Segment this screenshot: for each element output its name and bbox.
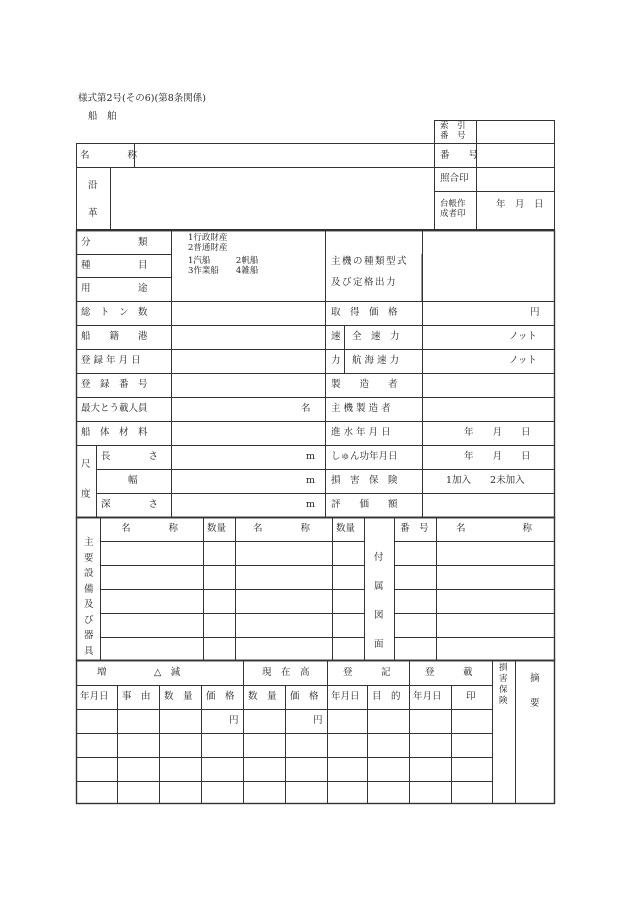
equipment-qty-header-2: 数量 — [336, 523, 356, 534]
drawing-number-header: 番 号 — [400, 523, 429, 534]
sub-price-1: 価 格 — [206, 691, 235, 702]
sub-price-2: 価 格 — [290, 691, 319, 702]
hull-material-label: 船 体 材 料 — [81, 427, 148, 438]
equipment-side-label: 主要設備及び器具 — [84, 537, 94, 657]
classification-options: 1行政財産 2普通財産 — [188, 233, 228, 253]
engine-maker-label: 主 機 製 造 者 — [331, 403, 391, 414]
main-engine-label: 主機の種類型式 及び定格出力 — [331, 256, 409, 288]
record-header: 登 載 — [425, 667, 473, 678]
seal-label: 照合印 — [440, 173, 469, 184]
damage-insurance-header: 損害保険 — [499, 663, 508, 706]
ledger-date-label: 年 月 日 — [496, 199, 544, 210]
ledger-author-seal-label: 台帳作 成者印 — [440, 199, 466, 219]
completion-date-label: しゅん功年月日 — [331, 451, 398, 462]
drawing-name-header: 名 称 — [456, 523, 533, 534]
sub-qty-1: 数 量 — [164, 691, 193, 702]
unit-yen-current: 円 — [313, 715, 323, 726]
drawings-label: 付属図面 — [374, 552, 384, 650]
unit-knot-cruise: ノット — [509, 355, 537, 366]
completion-date-ymd: 年 月 日 — [464, 451, 531, 462]
sub-date-3: 年月日 — [413, 691, 442, 702]
type-options: 1汽船 2帆船 3作業船 4雑船 — [188, 256, 259, 276]
type-label: 種 目 — [81, 260, 148, 271]
usage-label: 用 途 — [81, 283, 148, 294]
sub-reason: 事 由 — [122, 691, 151, 702]
equipment-qty-header-1: 数量 — [207, 523, 227, 534]
valuation-label: 評 価 額 — [331, 499, 398, 510]
width-label: 幅 — [128, 475, 138, 486]
category-title: 船 舶 — [88, 111, 117, 122]
length-label: 長 さ — [101, 451, 159, 462]
form-title: 様式第2号(その6)(第8条関係) — [78, 93, 206, 104]
max-capacity-label: 最大とう載人員 — [81, 403, 148, 414]
full-speed-label: 全 速 力 — [352, 331, 400, 342]
speed-side-label-1: 速 — [331, 331, 341, 342]
insurance-options: 1加入 2未加入 — [446, 475, 525, 486]
unit-persons: 名 — [301, 403, 311, 414]
number-label: 番 号 — [440, 150, 479, 161]
sub-seal: 印 — [466, 691, 476, 702]
equipment-name-header-1: 名 称 — [121, 523, 179, 534]
unit-knot-full: ノット — [509, 331, 537, 342]
sub-purpose: 目 的 — [372, 691, 401, 702]
name-label: 名 称 — [80, 150, 138, 161]
acquisition-price-label: 取 得 価 格 — [331, 307, 398, 318]
port-of-registry-label: 船 籍 港 — [81, 331, 148, 342]
index-number-label: 索 引 番 号 — [440, 121, 466, 141]
registration-date-label: 登 録 年 月 日 — [81, 355, 141, 366]
unit-yen: 円 — [530, 307, 540, 318]
history-label-2: 革 — [88, 208, 98, 219]
depth-label: 深 さ — [101, 499, 159, 510]
launch-date-label: 進 水 年 月 日 — [331, 427, 391, 438]
unit-m-depth: m — [306, 499, 316, 510]
builder-label: 製 造 者 — [331, 379, 398, 390]
unit-m-length: m — [306, 451, 316, 462]
registration-number-label: 登 録 番 号 — [81, 379, 148, 390]
sub-date-1: 年月日 — [80, 691, 109, 702]
speed-side-label-2: 力 — [331, 355, 341, 366]
increase-decrease-header: 増 △ 減 — [97, 667, 181, 678]
unit-yen-increase: 円 — [229, 715, 239, 726]
gross-tonnage-label: 総 ト ン 数 — [81, 307, 148, 318]
current-amount-header: 現 在 高 — [262, 667, 310, 678]
sub-date-2: 年月日 — [331, 691, 360, 702]
dimension-label-2: 度 — [81, 489, 91, 500]
unit-m-width: m — [306, 475, 316, 486]
launch-date-ymd: 年 月 日 — [464, 427, 531, 438]
equipment-name-header-2: 名 称 — [253, 523, 311, 534]
dimension-label-1: 尺 — [81, 459, 91, 470]
cruise-speed-label: 航 海 速 力 — [352, 355, 400, 366]
registry-header: 登 記 — [343, 667, 391, 678]
insurance-label: 損 害 保 険 — [331, 475, 398, 486]
history-label-1: 沿 — [88, 180, 98, 191]
sub-qty-2: 数 量 — [248, 691, 277, 702]
classification-label: 分 類 — [81, 237, 148, 248]
remarks-header: 摘要 — [530, 673, 540, 709]
